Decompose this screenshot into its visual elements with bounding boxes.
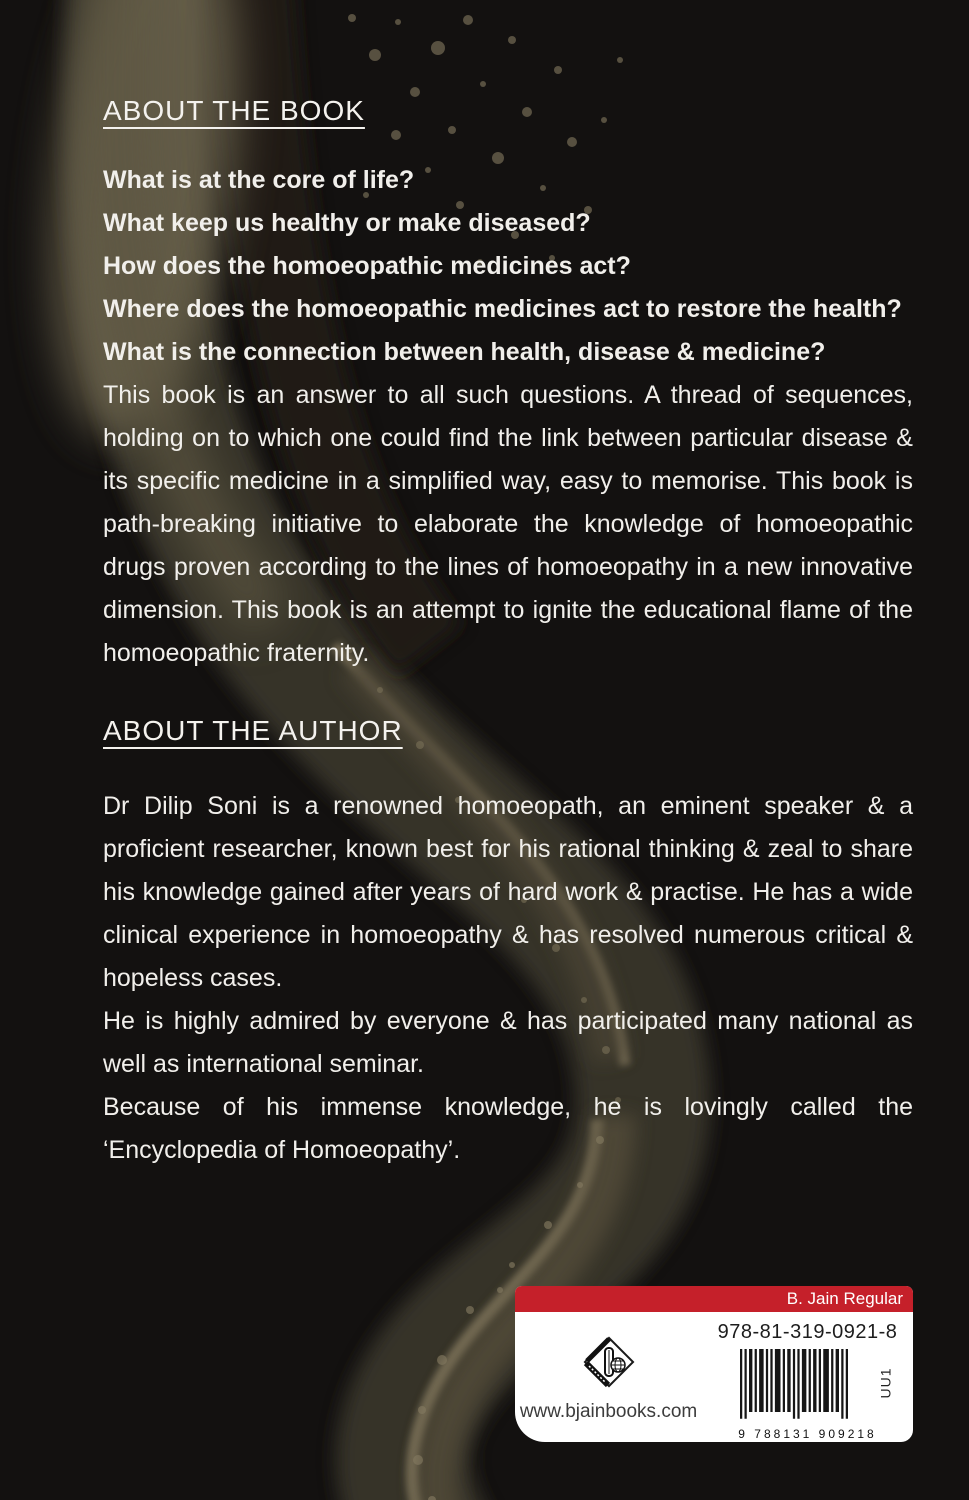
about-author-heading: ABOUT THE AUTHOR: [103, 715, 403, 746]
about-author-section: [103, 715, 913, 1172]
book-question: Where does the homoeopathic medicines act to restore the health?: [103, 295, 902, 323]
sticker-body: [515, 1312, 913, 1442]
about-book-section: [103, 95, 913, 675]
publisher-website: www.bjainbooks.com: [519, 1400, 698, 1422]
book-question: What is at the core of life?: [103, 166, 415, 194]
publisher-block: [515, 1312, 702, 1442]
barcode-sticker: [515, 1286, 913, 1442]
book-question: How does the homoeopathic medicines act?: [103, 252, 631, 280]
isbn-number: 978-81-319-0921-8: [717, 1321, 898, 1343]
edition-label: B. Jain Regular: [786, 1289, 903, 1308]
book-question-list: [103, 159, 913, 374]
barcode-wrap: [738, 1349, 894, 1441]
barcode-side-code: UU1: [877, 1367, 894, 1399]
about-author-paragraphs: [103, 785, 913, 1172]
bjain-logo-icon: [579, 1332, 639, 1392]
author-paragraph: Because of his immense knowledge, he is lovingly called the ‘Encyclopedia of Homoeopathy’.: [103, 1093, 913, 1164]
author-paragraph: Dr Dilip Soni is a renowned homoeopath, an eminent speaker & a proficient researcher, known best for his rational thinking & zeal to share his knowledge gained after years of hard work & practise. He has a wide clinical experience in homoeopathy & has resolved numerous critical & hopeless cases.: [103, 792, 913, 992]
isbn-block: [702, 1312, 913, 1442]
book-question: What is the connection between health, disease & medicine?: [103, 338, 826, 366]
about-book-heading: ABOUT THE BOOK: [103, 95, 365, 126]
barcode: [738, 1349, 850, 1421]
barcode-digits: 9 788131 909218: [738, 1427, 877, 1441]
edition-band: [515, 1286, 913, 1312]
book-question: What keep us healthy or make diseased?: [103, 209, 591, 237]
about-book-body: This book is an answer to all such questions. A thread of sequences, holding on to which one could find the link between particular disease & its specific medicine in a simplified way, easy to memorise. This book is path-breaking initiative to elaborate the knowledge of homoeopathic drugs proven according to the lines of homoeopathy in a new innovative dimension. This book is an attempt to ignite the educational flame of the homoeopathic fraternity.: [103, 381, 913, 667]
author-paragraph: He is highly admired by everyone & has participated many national as well as international seminar.: [103, 1007, 913, 1078]
cover-text-content: [103, 95, 913, 1172]
